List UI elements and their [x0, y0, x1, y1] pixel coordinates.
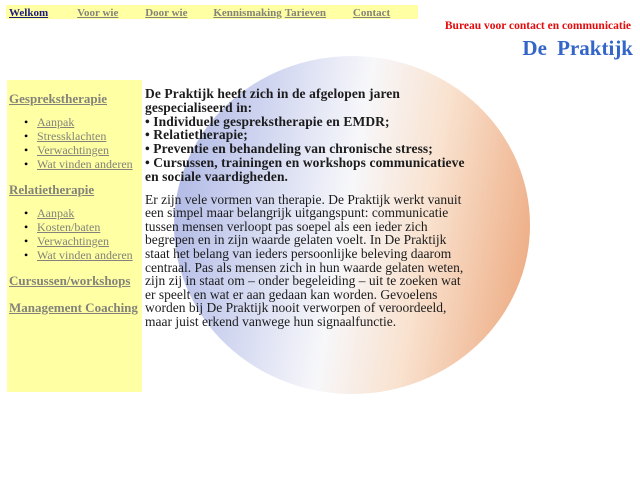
- top-navigation-bar: [6, 5, 418, 19]
- sidebar-link-verwachtingen[interactable]: Verwachtingen: [37, 234, 109, 248]
- nav-cell: [74, 3, 142, 21]
- sidebar-link-wat-vinden-anderen[interactable]: Wat vinden anderen: [37, 157, 133, 171]
- nav-link-tarieven[interactable]: Tarieven: [284, 7, 326, 19]
- sidebar-list-item: [9, 220, 140, 234]
- nav-link-contact[interactable]: Contact: [352, 7, 391, 19]
- nav-cell: [142, 3, 210, 21]
- sidebar-heading-cursussen-workshops[interactable]: Cursussen/workshops: [9, 273, 131, 288]
- sidebar-section-list: [9, 115, 140, 171]
- main-content: [145, 87, 473, 329]
- sidebar-list-item: [9, 206, 140, 220]
- sidebar-link-verwachtingen[interactable]: Verwachtingen: [37, 143, 109, 157]
- sidebar-link-aanpak[interactable]: Aanpak: [37, 115, 75, 129]
- intro-line: • Individuele gesprekstherapie en EMDR;: [145, 113, 390, 129]
- nav-cell: [210, 3, 281, 21]
- sidebar-list-item: [9, 157, 140, 171]
- intro-line: • Relatietherapie;: [145, 127, 248, 143]
- sidebar-list-item: [9, 129, 140, 143]
- nav-link-welkom[interactable]: Welkom: [9, 7, 49, 19]
- body-paragraph: Er zijn vele vormen van therapie. De Praktijk werkt vanuit een simpel maar belangrijk uitgangspunt: communicatie tussen mensen verloopt pas soepel als een ieder zich begrepen en in zijn waarde gelaten voelt. In De Praktijk staat het belang van ieders persoonlijke beleving daarom centraal. Pas als mensen zich in hun waarde gelaten weten, zijn zij in staat om – onder begeleiding – uit te zoeken wat er speelt en wat er aan gedaan kan worden. Gevoelens worden bij De Praktijk nooit verworpen of veroordeeld, maar juist erkend vanwege hun signaalfunctie.: [145, 191, 464, 329]
- sidebar-section-list: [9, 206, 140, 262]
- nav-cell: [6, 3, 74, 21]
- site-title: De Praktijk: [522, 36, 633, 60]
- nav-link-door-wie[interactable]: Door wie: [145, 7, 188, 19]
- sidebar-link-wat-vinden-anderen[interactable]: Wat vinden anderen: [37, 248, 133, 262]
- sidebar-list-item: [9, 115, 140, 129]
- nav-link-kennismaking[interactable]: Kennismaking: [213, 7, 282, 19]
- intro-line: De Praktijk heeft zich in de afgelopen jaren gespecialiseerd in:: [145, 86, 400, 115]
- sidebar-link-kosten-baten[interactable]: Kosten/baten: [37, 220, 101, 234]
- nav-cell: [282, 3, 350, 21]
- sidebar-menu: [7, 80, 142, 392]
- sidebar-list-item: [9, 248, 140, 262]
- sidebar-link-aanpak[interactable]: Aanpak: [37, 206, 75, 220]
- intro-line: • Preventie en behandeling van chronische stress;: [145, 141, 433, 157]
- sidebar-list-item: [9, 234, 140, 248]
- sidebar-link-stressklachten[interactable]: Stressklachten: [37, 129, 107, 143]
- sidebar-list-item: [9, 143, 140, 157]
- nav-link-voor-wie[interactable]: Voor wie: [77, 7, 119, 19]
- sidebar-heading-gesprekstherapie[interactable]: Gesprekstherapie: [9, 91, 107, 106]
- intro-specializations: [145, 87, 473, 184]
- sidebar-heading-management-coaching[interactable]: Management Coaching: [9, 300, 138, 315]
- nav-cell: [350, 3, 418, 21]
- intro-line: • Cursussen, trainingen en workshops communicatieve en sociale vaardigheden.: [145, 154, 465, 184]
- company-tagline: Bureau voor contact en communicatie: [444, 20, 631, 32]
- sidebar-heading-relatietherapie[interactable]: Relatietherapie: [9, 182, 95, 197]
